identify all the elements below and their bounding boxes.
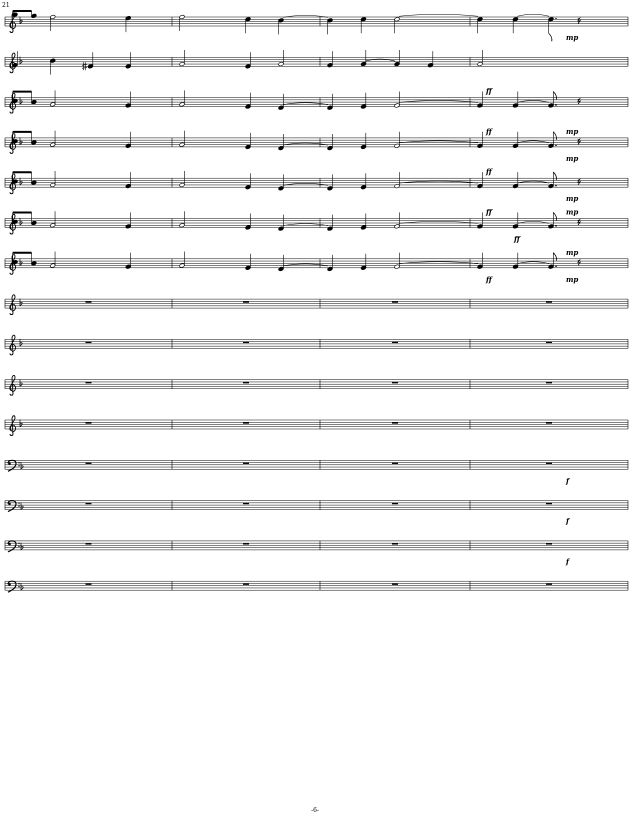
- whole-rest: [392, 342, 398, 343]
- note-flag: [553, 172, 556, 180]
- treble-clef-icon: [10, 53, 16, 73]
- key-signature-flat: [20, 258, 22, 265]
- key-signature-flat: [20, 178, 22, 185]
- whole-rest: [392, 422, 398, 423]
- dynamic-marking: ff: [486, 167, 492, 177]
- whole-rest: [86, 422, 92, 423]
- whole-rest: [546, 342, 552, 343]
- bass-clef-icon: [8, 541, 16, 552]
- whole-rest: [392, 301, 398, 302]
- bass-clef-dot: [18, 465, 19, 466]
- tie: [518, 14, 550, 16]
- whole-rest: [243, 463, 249, 464]
- whole-rest: [243, 422, 249, 423]
- note-dot: [555, 265, 557, 267]
- key-signature-flat: [21, 543, 23, 550]
- note-flag: [553, 253, 556, 261]
- staff-8: [5, 295, 628, 315]
- whole-rest: [243, 382, 249, 383]
- key-signature-flat: [20, 57, 22, 64]
- note-dot: [555, 18, 557, 20]
- dynamic-marking: f: [566, 556, 570, 566]
- dynamic-marking: mp: [566, 247, 579, 257]
- dynamic-marking: f: [566, 516, 570, 526]
- key-signature-flat: [20, 339, 22, 346]
- bass-clef-dot: [18, 546, 19, 547]
- key-signature-flat: [20, 17, 22, 24]
- key-signature-flat: [21, 502, 23, 509]
- whole-rest: [546, 463, 552, 464]
- bass-clef-dot: [18, 505, 19, 506]
- staff-13: [5, 501, 628, 526]
- measure-number: 21: [2, 2, 10, 9]
- dynamic-marking: ff: [486, 274, 492, 284]
- note-dot: [555, 144, 557, 146]
- bass-clef-dot: [8, 583, 11, 586]
- dynamic-marking: ff: [486, 126, 492, 136]
- note-dot: [555, 185, 557, 187]
- whole-rest: [86, 583, 92, 584]
- note-flag: [553, 132, 556, 140]
- bass-clef-dot: [8, 503, 11, 506]
- whole-rest: [546, 422, 552, 423]
- key-signature-flat: [20, 218, 22, 225]
- bass-clef-icon: [8, 501, 16, 512]
- whole-rest: [392, 382, 398, 383]
- staff-9: [5, 335, 628, 355]
- whole-rest: [243, 543, 249, 544]
- whole-rest: [86, 382, 92, 383]
- key-signature-flat: [21, 583, 23, 590]
- key-signature-flat: [20, 379, 22, 386]
- whole-rest: [546, 543, 552, 544]
- dynamic-marking: ff: [514, 234, 520, 244]
- staff-3: [5, 87, 628, 114]
- whole-rest: [392, 583, 398, 584]
- bass-clef-icon: [8, 460, 16, 471]
- bass-clef-dot: [18, 502, 19, 503]
- bass-clef-dot: [18, 462, 19, 463]
- bass-clef-dot: [18, 586, 19, 587]
- staff-15: [5, 581, 628, 592]
- staff-12: [5, 460, 628, 485]
- whole-rest: [243, 503, 249, 504]
- whole-rest: [392, 463, 398, 464]
- dynamic-marking: ff: [486, 86, 492, 96]
- whole-rest: [546, 583, 552, 584]
- whole-rest: [546, 301, 552, 302]
- bass-clef-dot: [8, 543, 11, 546]
- whole-rest: [546, 382, 552, 383]
- dynamic-marking: mp: [566, 33, 579, 42]
- dynamic-marking: mp: [566, 194, 579, 204]
- bass-clef-icon: [8, 581, 16, 592]
- key-signature-flat: [20, 299, 22, 306]
- staff-6: [5, 208, 628, 244]
- dynamic-marking: mp: [566, 207, 579, 217]
- treble-clef-icon: [10, 295, 16, 315]
- whole-rest: [546, 503, 552, 504]
- whole-rest: [86, 342, 92, 343]
- staff-10: [5, 375, 628, 395]
- staff-4: [5, 127, 628, 163]
- dynamic-marking: mp: [566, 126, 579, 136]
- tie: [399, 14, 478, 16]
- dynamic-marking: mp: [566, 274, 579, 284]
- page-number: -6-: [311, 807, 319, 814]
- staff-1: [5, 11, 628, 42]
- key-signature-flat: [20, 97, 22, 104]
- note-flag: [553, 212, 556, 220]
- whole-rest: [86, 543, 92, 544]
- treble-clef-icon: [10, 416, 16, 436]
- dynamic-marking: f: [566, 476, 570, 486]
- note-dot: [555, 104, 557, 106]
- whole-rest: [243, 342, 249, 343]
- bass-clef-dot: [18, 583, 19, 584]
- key-signature-flat: [21, 462, 23, 469]
- staff-2: [5, 50, 628, 75]
- dynamic-marking: ff: [486, 207, 492, 217]
- bass-clef-dot: [18, 543, 19, 544]
- whole-rest: [243, 583, 249, 584]
- dynamic-marking: mp: [566, 153, 579, 163]
- whole-rest: [392, 543, 398, 544]
- bass-clef-dot: [8, 462, 11, 465]
- key-signature-flat: [20, 420, 22, 427]
- whole-rest: [86, 301, 92, 302]
- whole-rest: [392, 503, 398, 504]
- key-signature-flat: [20, 137, 22, 144]
- treble-clef-icon: [10, 335, 16, 355]
- note-flag: [553, 91, 556, 99]
- treble-clef-icon: [10, 375, 16, 395]
- whole-rest: [86, 463, 92, 464]
- staff-14: [5, 541, 628, 566]
- staff-5: [5, 167, 628, 203]
- note-flag: [549, 33, 552, 41]
- note-dot: [555, 225, 557, 227]
- whole-rest: [86, 503, 92, 504]
- staff-7: [5, 248, 628, 284]
- staff-11: [5, 416, 628, 436]
- whole-rest: [243, 301, 249, 302]
